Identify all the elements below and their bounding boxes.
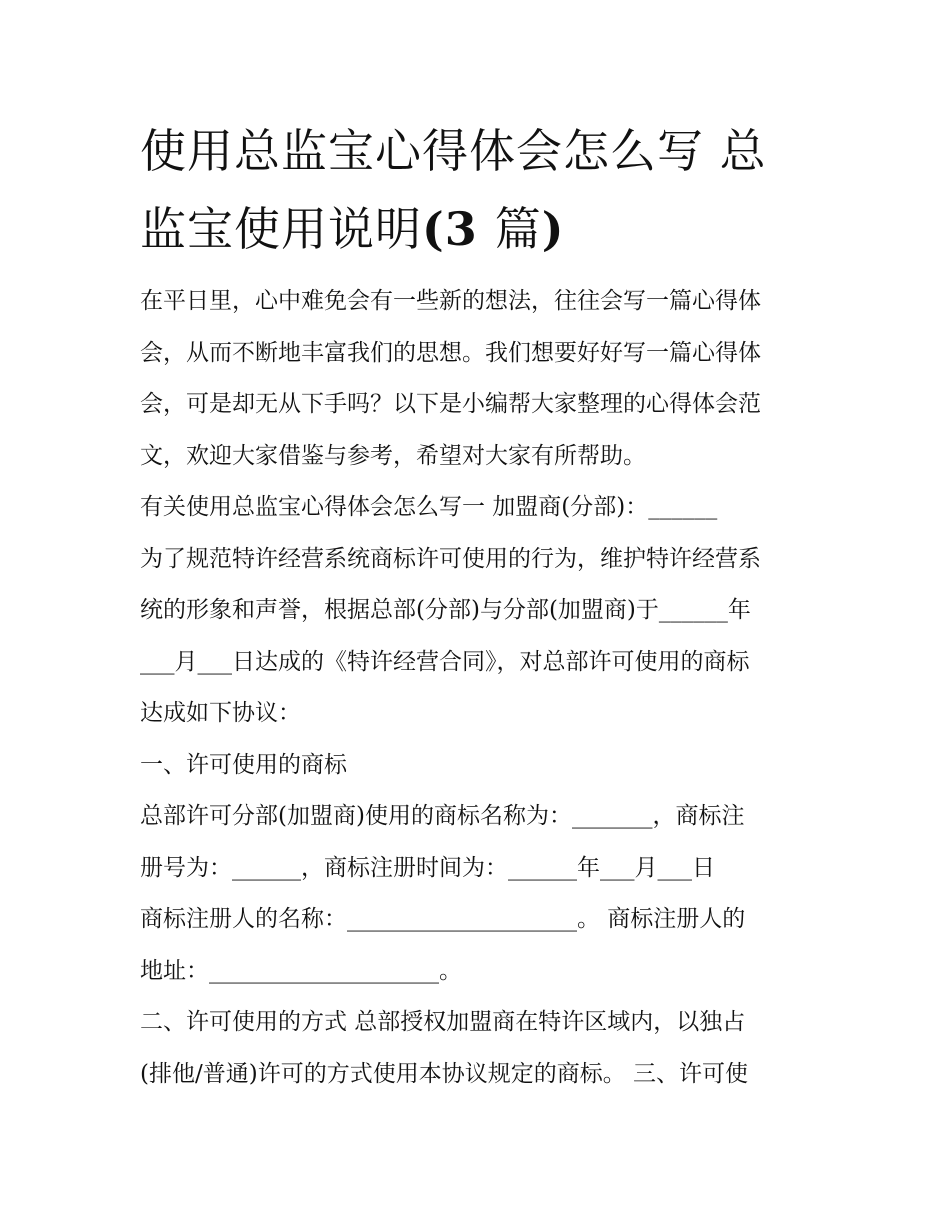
title-line-2 (140, 190, 820, 268)
body-line: 达成如下协议： (140, 700, 301, 726)
title-count-unit: 篇 (494, 202, 542, 256)
body-line: 文，欢迎大家借鉴与参考，希望对大家有所帮助。 (140, 442, 646, 469)
document-body (140, 276, 825, 1100)
body-line: 会，从而不断地丰富我们的思想。我们想要好好写一篇心得体 (140, 339, 761, 366)
body-line: (排他/普通)许可的方式使用本协议规定的商标。 三、许可使 (140, 1060, 749, 1087)
body-line: 商标注册人的名称：____________________。 商标注册人的 (140, 906, 746, 932)
body-line: 为了规范特许经营系统商标许可使用的行为，维护特许经营系 (140, 545, 761, 572)
body-line: 有关使用总监宝心得体会怎么写一 加盟商(分部)：______ (140, 494, 718, 520)
title-line-2-prefix: 监宝使用说明 (140, 202, 422, 256)
body-line: 二、许可使用的方式 总部授权加盟商在特许区域内，以独占 (140, 1009, 746, 1035)
body-line: ___月___日达成的《特许经营合同》，对总部许可使用的商标 (140, 648, 750, 675)
body-line: 在平日里，心中难免会有一些新的想法，往往会写一篇心得体 (140, 288, 761, 314)
section-heading: 一、许可使用的商标 (140, 751, 347, 778)
title-line-1: 使用总监宝心得体会怎么写 总 (140, 124, 767, 178)
body-line: 统的形象和声誉，根据总部(分部)与分部(加盟商)于______年 (140, 597, 751, 623)
document-title (140, 112, 820, 268)
title-close-paren: ) (541, 202, 565, 256)
title-count: (3 (422, 202, 495, 256)
body-line: 会，可是却无从下手吗？以下是小编帮大家整理的心得体会范 (140, 391, 761, 417)
body-line: 总部许可分部(加盟商)使用的商标名称为：_______，商标注 (140, 803, 745, 829)
body-line: 地址：____________________。 (140, 957, 462, 984)
body-line: 册号为：______，商标注册时间为：______年___月___日 (140, 854, 715, 881)
